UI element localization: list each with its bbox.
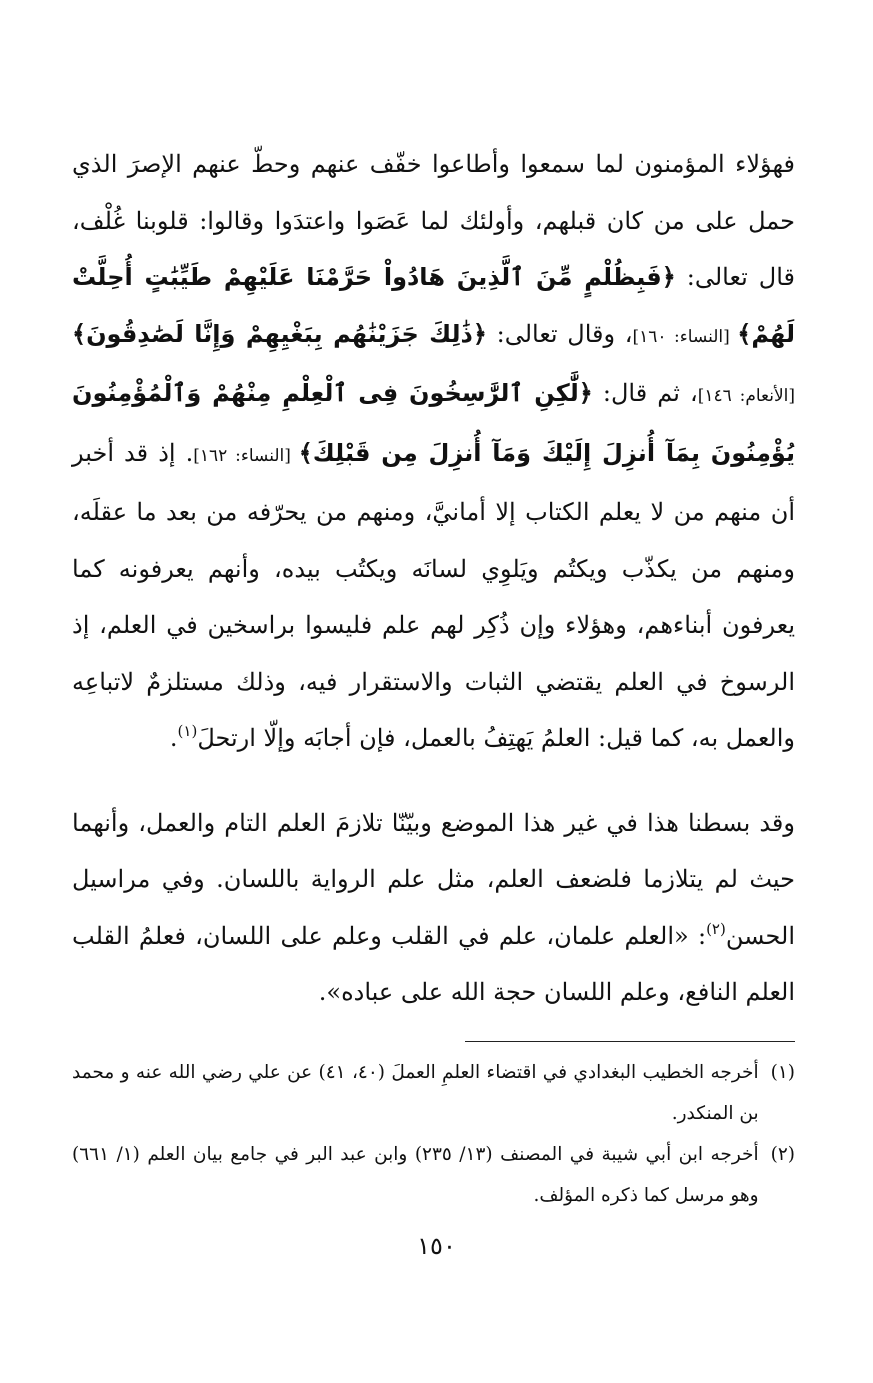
quran-verse-anam-146: ﴿ذَٰلِكَ جَزَيْنَٰهُم بِبَغْيِهِمْ وَإِنَّا لَصَٰدِقُونَ﴾: [72, 319, 487, 348]
footnote-marker-1[interactable]: (١): [177, 722, 198, 740]
verse-reference-nisa-162: [النساء: ١٦٢]: [193, 445, 299, 466]
paragraph-1: [72, 136, 795, 767]
footnote-2-text: أخرجه ابن أبي شيبة في المصنف (١٣/ ٢٣٥) وابن عبد البر في جامع بيان العلم (١/ ٦٦١) وهو مرسل كما ذكره المؤلف.: [72, 1144, 759, 1206]
footnotes: [72, 1052, 795, 1216]
paragraph-1-text-d: . إذ قد أخبر أن منهم من لا يعلم الكتاب إلا أمانيَّ، ومنهم من يحرّفه من بعد ما عقلَه، ومنهم من يكذّب ويكتُم ويَلوِي لسانَه ويكتُب بيده، وأنهم يعرفونه كما يعرفون أبناءهم، وهؤلاء وإن ذُكِر لهم علم فليسوا براسخين في العلم، إذ الرسوخ في العلم يقتضي الثبات والاستقرار فيه، وذلك مستلزمٌ لاتباعِه والعمل به، كما قيل: العلمُ يَهتِفُ بالعمل، فإن أجابَه وإلّا ارتحلَ: [72, 438, 795, 752]
paragraph-1-end: .: [169, 724, 178, 752]
footnote-divider: [465, 1041, 795, 1042]
footnote-1-number: (١): [770, 1062, 795, 1083]
paragraph-1-text-b: ، وقال تعالى:: [486, 319, 633, 348]
footnote-2-number: (٢): [770, 1144, 795, 1165]
paragraph-2-text-b: : «العلم علمان، علم في القلب وعلم على اللسان، فعلمُ القلب العلم النافع، وعلم اللسان حجة الله على عباده».: [72, 921, 795, 1006]
paragraph-1-text-c: ، ثم قال:: [592, 379, 698, 407]
footnote-marker-2[interactable]: (٢): [706, 919, 726, 938]
quran-verse-nisa-162: ﴿لَّٰكِنِ ٱلرَّٰسِخُونَ فِى ٱلْعِلْمِ مِنْهُمْ وَٱلْمُؤْمِنُونَ يُؤْمِنُونَ بِمَآ أُنزِلَ إِلَيْكَ وَمَآ أُنزِلَ مِن قَبْلِكَ﴾: [72, 379, 795, 467]
paragraph-1-text-a: فهؤلاء المؤمنون لما سمعوا وأطاعوا خفّف عنهم وحطّ عنهم الإصرَ الذي حمل على من كان قبلهم، وأولئك لما عَصَوا واعتدَوا وقالوا: قلوبنا غُلْف، قال تعالى:: [72, 150, 796, 291]
footnote-1: [72, 1052, 795, 1134]
paragraph-2: [72, 795, 795, 1021]
main-text: [72, 136, 795, 1021]
verse-reference-anam-146: [الأنعام: ١٤٦]: [697, 386, 796, 406]
paragraph-2-text-a: وقد بسطنا هذا في غير هذا الموضع وبيّنّا تلازمَ العلم التام والعمل، وأنهما حيث لم يتلازما فلضعف العلم، مثل علم الرواية باللسان. وفي مراسيل الحسن: [72, 808, 796, 950]
quran-verse-nisa-160: ﴿فَبِظُلْمٍ مِّنَ ٱلَّذِينَ هَادُواْ حَرَّمْنَا عَلَيْهِمْ طَيِّبَٰتٍ أُحِلَّتْ لَهُمْ﴾: [72, 263, 795, 348]
page-number: ١٥٠: [417, 1232, 456, 1260]
footnote-1-text: أخرجه الخطيب البغدادي في اقتضاء العلمِ العملَ (٤٠، ٤١) عن علي رضي الله عنه و محمد بن المنكدر.: [72, 1062, 759, 1124]
footnote-2: [72, 1134, 795, 1216]
verse-reference-nisa-160: [النساء: ١٦٠]: [632, 326, 738, 347]
